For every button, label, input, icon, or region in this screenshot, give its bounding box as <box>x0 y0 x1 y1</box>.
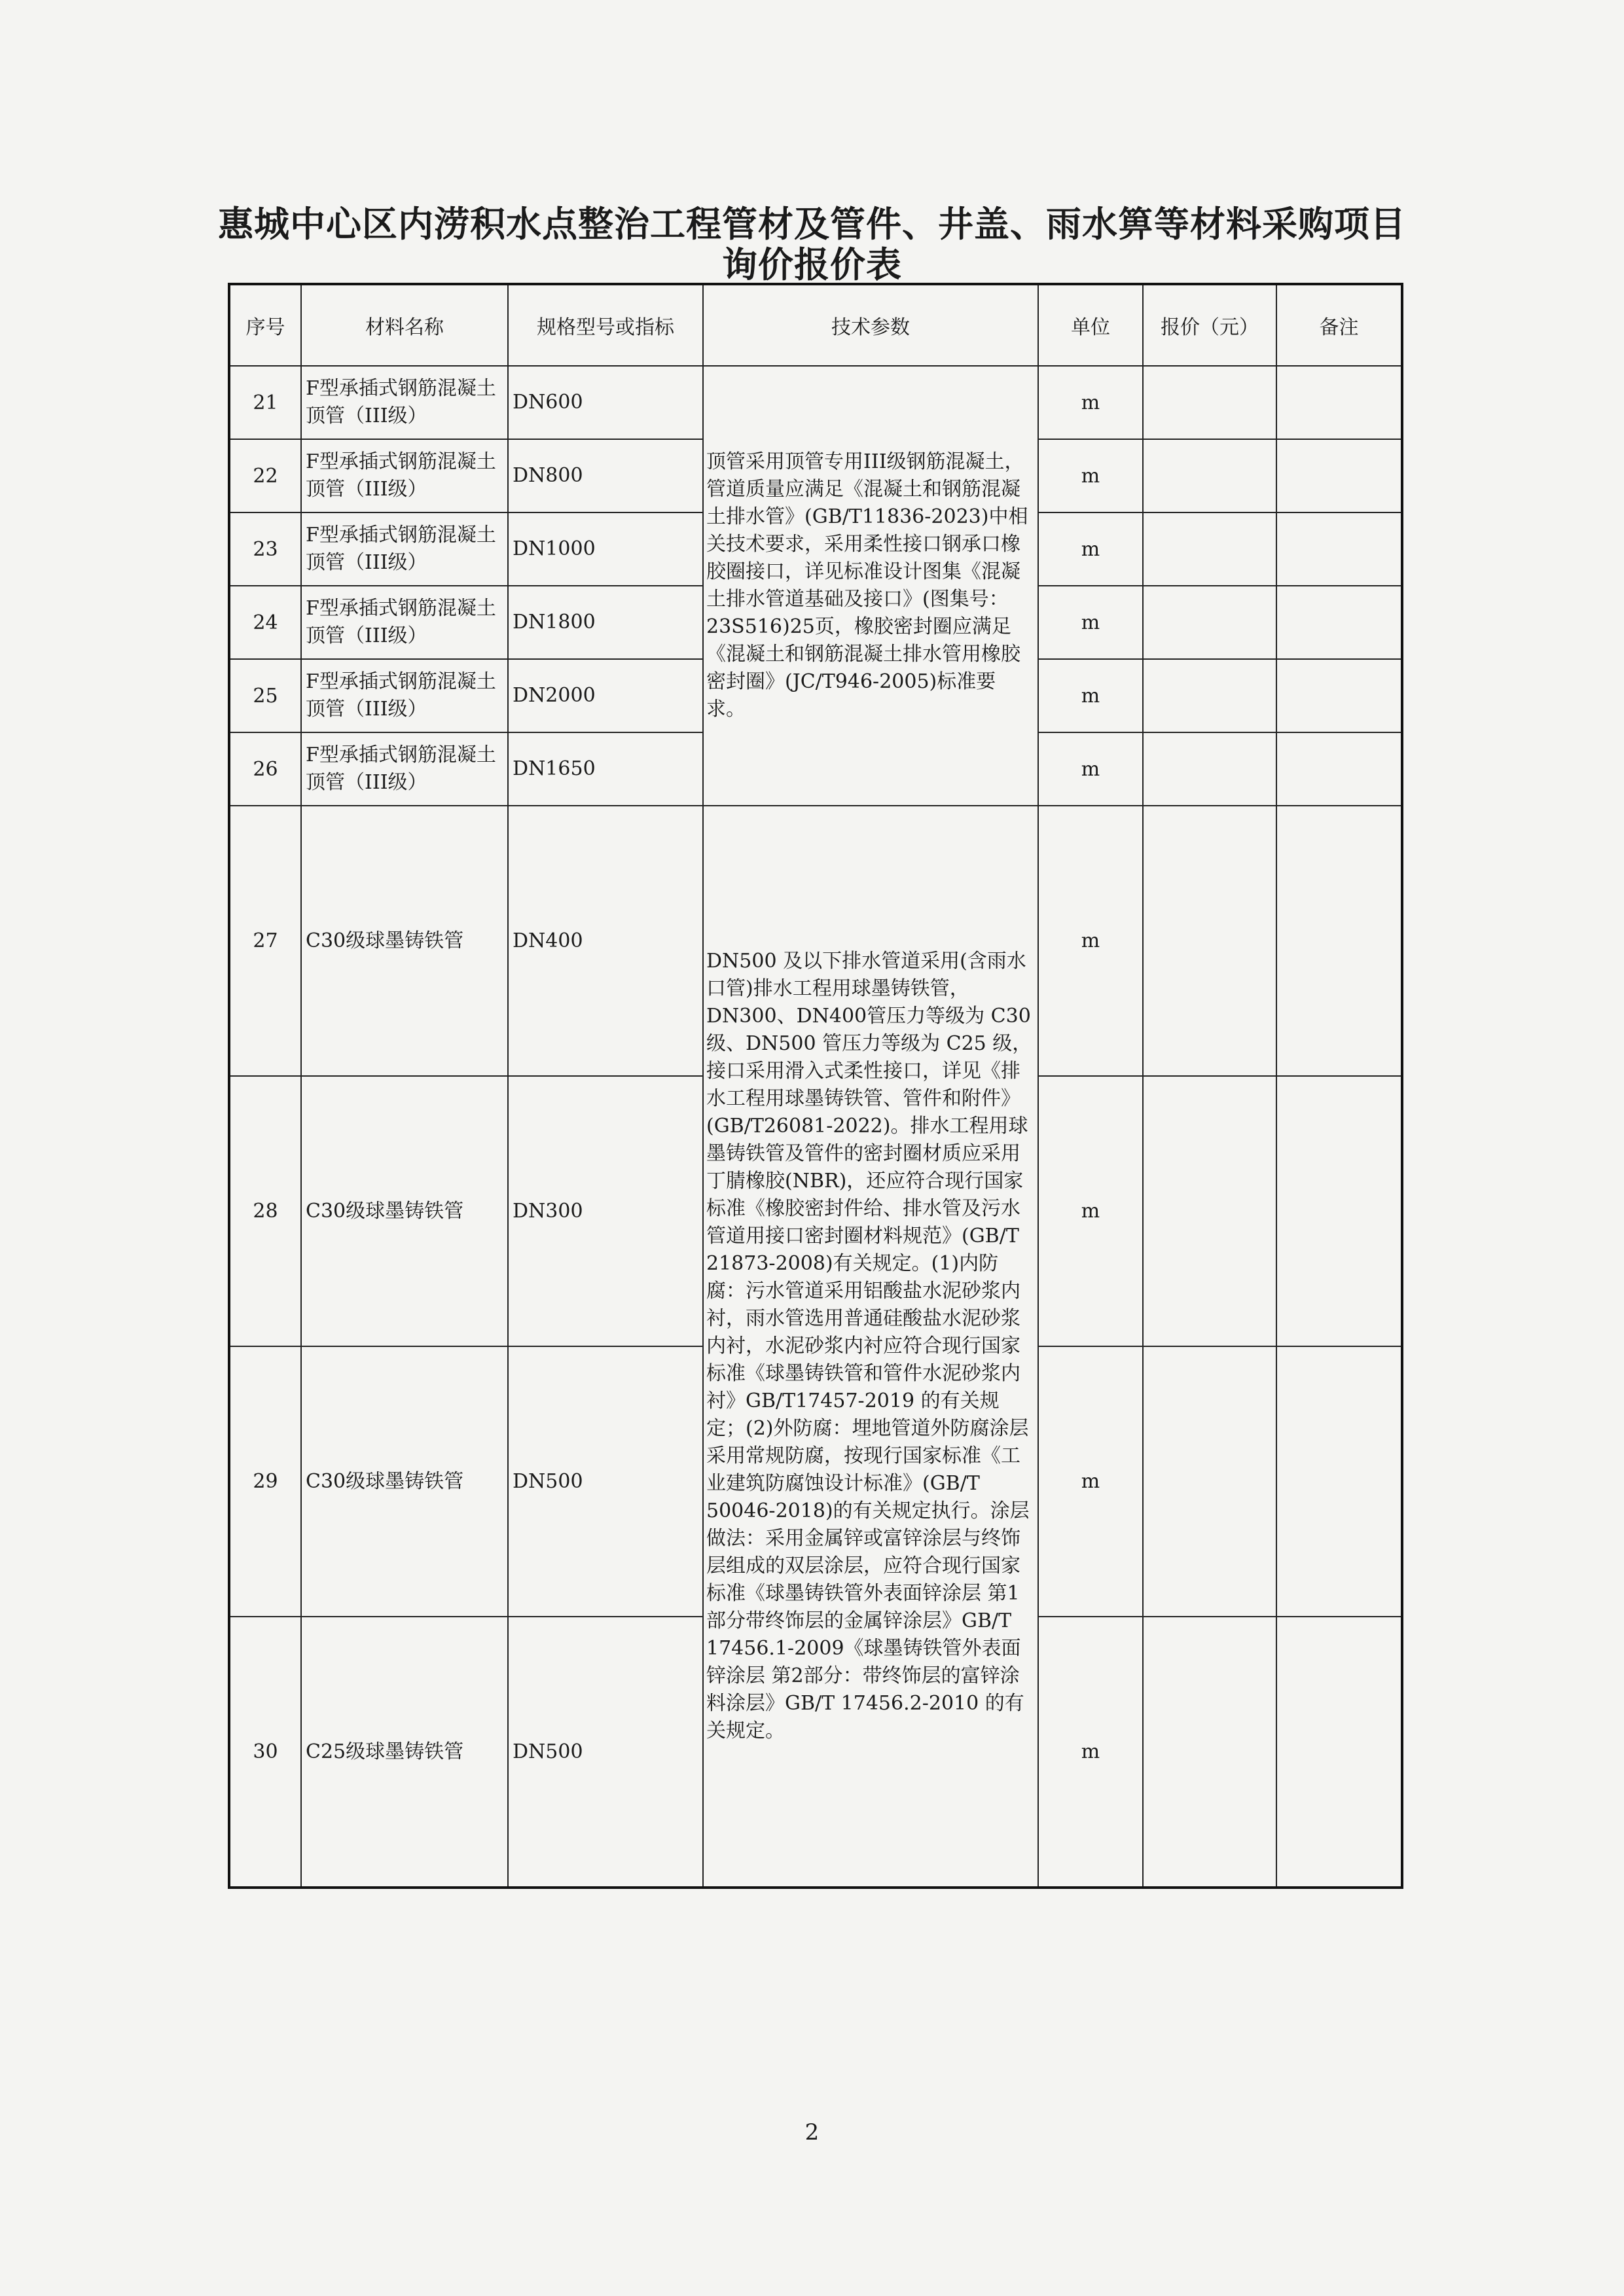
row-remark[interactable] <box>1276 1076 1402 1346</box>
page-title: 惠城中心区内涝积水点整治工程管材及管件、井盖、雨水箅等材料采购项目 <box>218 204 1406 245</box>
row-remark[interactable] <box>1276 1617 1402 1888</box>
row-no: 24 <box>229 586 301 659</box>
row-name: F型承插式钢筋混凝土顶管（III级） <box>301 512 508 586</box>
row-name: F型承插式钢筋混凝土顶管（III级） <box>301 732 508 806</box>
row-price[interactable] <box>1143 732 1276 806</box>
row-price[interactable] <box>1143 366 1276 439</box>
row-no: 28 <box>229 1076 301 1346</box>
row-spec: DN1000 <box>508 512 703 586</box>
row-unit: m <box>1038 512 1143 586</box>
header-row <box>229 284 1402 366</box>
row-spec: DN2000 <box>508 659 703 732</box>
row-remark[interactable] <box>1276 806 1402 1076</box>
row-no: 26 <box>229 732 301 806</box>
row-unit: m <box>1038 659 1143 732</box>
row-name: C25级球墨铸铁管 <box>301 1617 508 1888</box>
row-no: 22 <box>229 439 301 512</box>
table-row <box>229 366 1402 439</box>
row-spec: DN1650 <box>508 732 703 806</box>
row-price[interactable] <box>1143 439 1276 512</box>
row-price[interactable] <box>1143 1346 1276 1617</box>
row-no: 30 <box>229 1617 301 1888</box>
row-spec: DN600 <box>508 366 703 439</box>
row-no: 21 <box>229 366 301 439</box>
row-remark[interactable] <box>1276 586 1402 659</box>
row-remark[interactable] <box>1276 366 1402 439</box>
row-name: C30级球墨铸铁管 <box>301 1076 508 1346</box>
row-unit: m <box>1038 366 1143 439</box>
row-name: F型承插式钢筋混凝土顶管（III级） <box>301 586 508 659</box>
header-remark: 备注 <box>1276 284 1402 366</box>
row-spec: DN300 <box>508 1076 703 1346</box>
row-remark[interactable] <box>1276 1346 1402 1617</box>
row-price[interactable] <box>1143 806 1276 1076</box>
row-name: F型承插式钢筋混凝土顶管（III级） <box>301 439 508 512</box>
header-no: 序号 <box>229 284 301 366</box>
row-remark[interactable] <box>1276 732 1402 806</box>
row-price[interactable] <box>1143 1617 1276 1888</box>
row-spec: DN500 <box>508 1617 703 1888</box>
row-no: 23 <box>229 512 301 586</box>
row-name: C30级球墨铸铁管 <box>301 1346 508 1617</box>
header-unit: 单位 <box>1038 284 1143 366</box>
quotation-table <box>228 283 1403 1889</box>
row-unit: m <box>1038 1076 1143 1346</box>
row-name: F型承插式钢筋混凝土顶管（III级） <box>301 659 508 732</box>
page-subtitle: 询价报价表 <box>722 244 902 285</box>
row-remark[interactable] <box>1276 512 1402 586</box>
row-no: 27 <box>229 806 301 1076</box>
tech-params-group1: 顶管采用顶管专用III级钢筋混凝土，管道质量应满足《混凝土和钢筋混凝土排水管》(GB/T11836-2023)中相关技术要求，采用柔性接口钢承口橡胶圈接口，详见标准设计图集《混凝土排水管道基础及接口》(图集号：23S516)25页，橡胶密封圈应满足《混凝土和钢筋混凝土排水管用橡胶密封圈》(JC/T946-2005)标准要求。 <box>703 366 1038 806</box>
row-unit: m <box>1038 1617 1143 1888</box>
row-unit: m <box>1038 806 1143 1076</box>
row-spec: DN500 <box>508 1346 703 1617</box>
header-spec: 规格型号或指标 <box>508 284 703 366</box>
row-name: C30级球墨铸铁管 <box>301 806 508 1076</box>
row-price[interactable] <box>1143 1076 1276 1346</box>
row-spec: DN400 <box>508 806 703 1076</box>
row-price[interactable] <box>1143 659 1276 732</box>
header-name: 材料名称 <box>301 284 508 366</box>
row-price[interactable] <box>1143 512 1276 586</box>
row-price[interactable] <box>1143 586 1276 659</box>
row-remark[interactable] <box>1276 439 1402 512</box>
row-spec: DN1800 <box>508 586 703 659</box>
row-unit: m <box>1038 732 1143 806</box>
row-remark[interactable] <box>1276 659 1402 732</box>
header-price: 报价（元） <box>1143 284 1276 366</box>
table-row <box>229 806 1402 1076</box>
row-unit: m <box>1038 1346 1143 1617</box>
row-no: 29 <box>229 1346 301 1617</box>
page-number: 2 <box>804 2119 820 2145</box>
row-spec: DN800 <box>508 439 703 512</box>
row-no: 25 <box>229 659 301 732</box>
header-tech: 技术参数 <box>703 284 1038 366</box>
tech-params-group2: DN500 及以下排水管道采用(含雨水口管)排水工程用球墨铸铁管，DN300、DN400管压力等级为 C30 级、DN500 管压力等级为 C25 级，接口采用滑入式柔性接口，详见《排水工程用球墨铸铁管、管件和附件》(GB/T26081-2022)。排水工程用球墨铸铁管及管件的密封圈材质应采用丁腈橡胶(NBR)，还应符合现行国家标准《橡胶密封件给、排水管及污水管道用接口密封圈材料规范》(GB/T 21873-2008)有关规定。(1)内防腐：污水管道采用铝酸盐水泥砂浆内衬，雨水管选用普通硅酸盐水泥砂浆内衬，水泥砂浆内衬应符合现行国家标准《球墨铸铁管和管件水泥砂浆内衬》GB/T17457-2019 的有关规定；(2)外防腐：埋地管道外防腐涂层采用常规防腐，按现行国家标准《工业建筑防腐蚀设计标准》(GB/T 50046-2018)的有关规定执行。涂层做法：采用金属锌或富锌涂层与终饰层组成的双层涂层，应符合现行国家标准《球墨铸铁管外表面锌涂层 第1部分带终饰层的金属锌涂层》GB/T 17456.1-2009《球墨铸铁管外表面锌涂层 第2部分：带终饰层的富锌涂料涂层》GB/T 17456.2-2010 的有关规定。 <box>703 806 1038 1888</box>
row-name: F型承插式钢筋混凝土顶管（III级） <box>301 366 508 439</box>
row-unit: m <box>1038 439 1143 512</box>
row-unit: m <box>1038 586 1143 659</box>
